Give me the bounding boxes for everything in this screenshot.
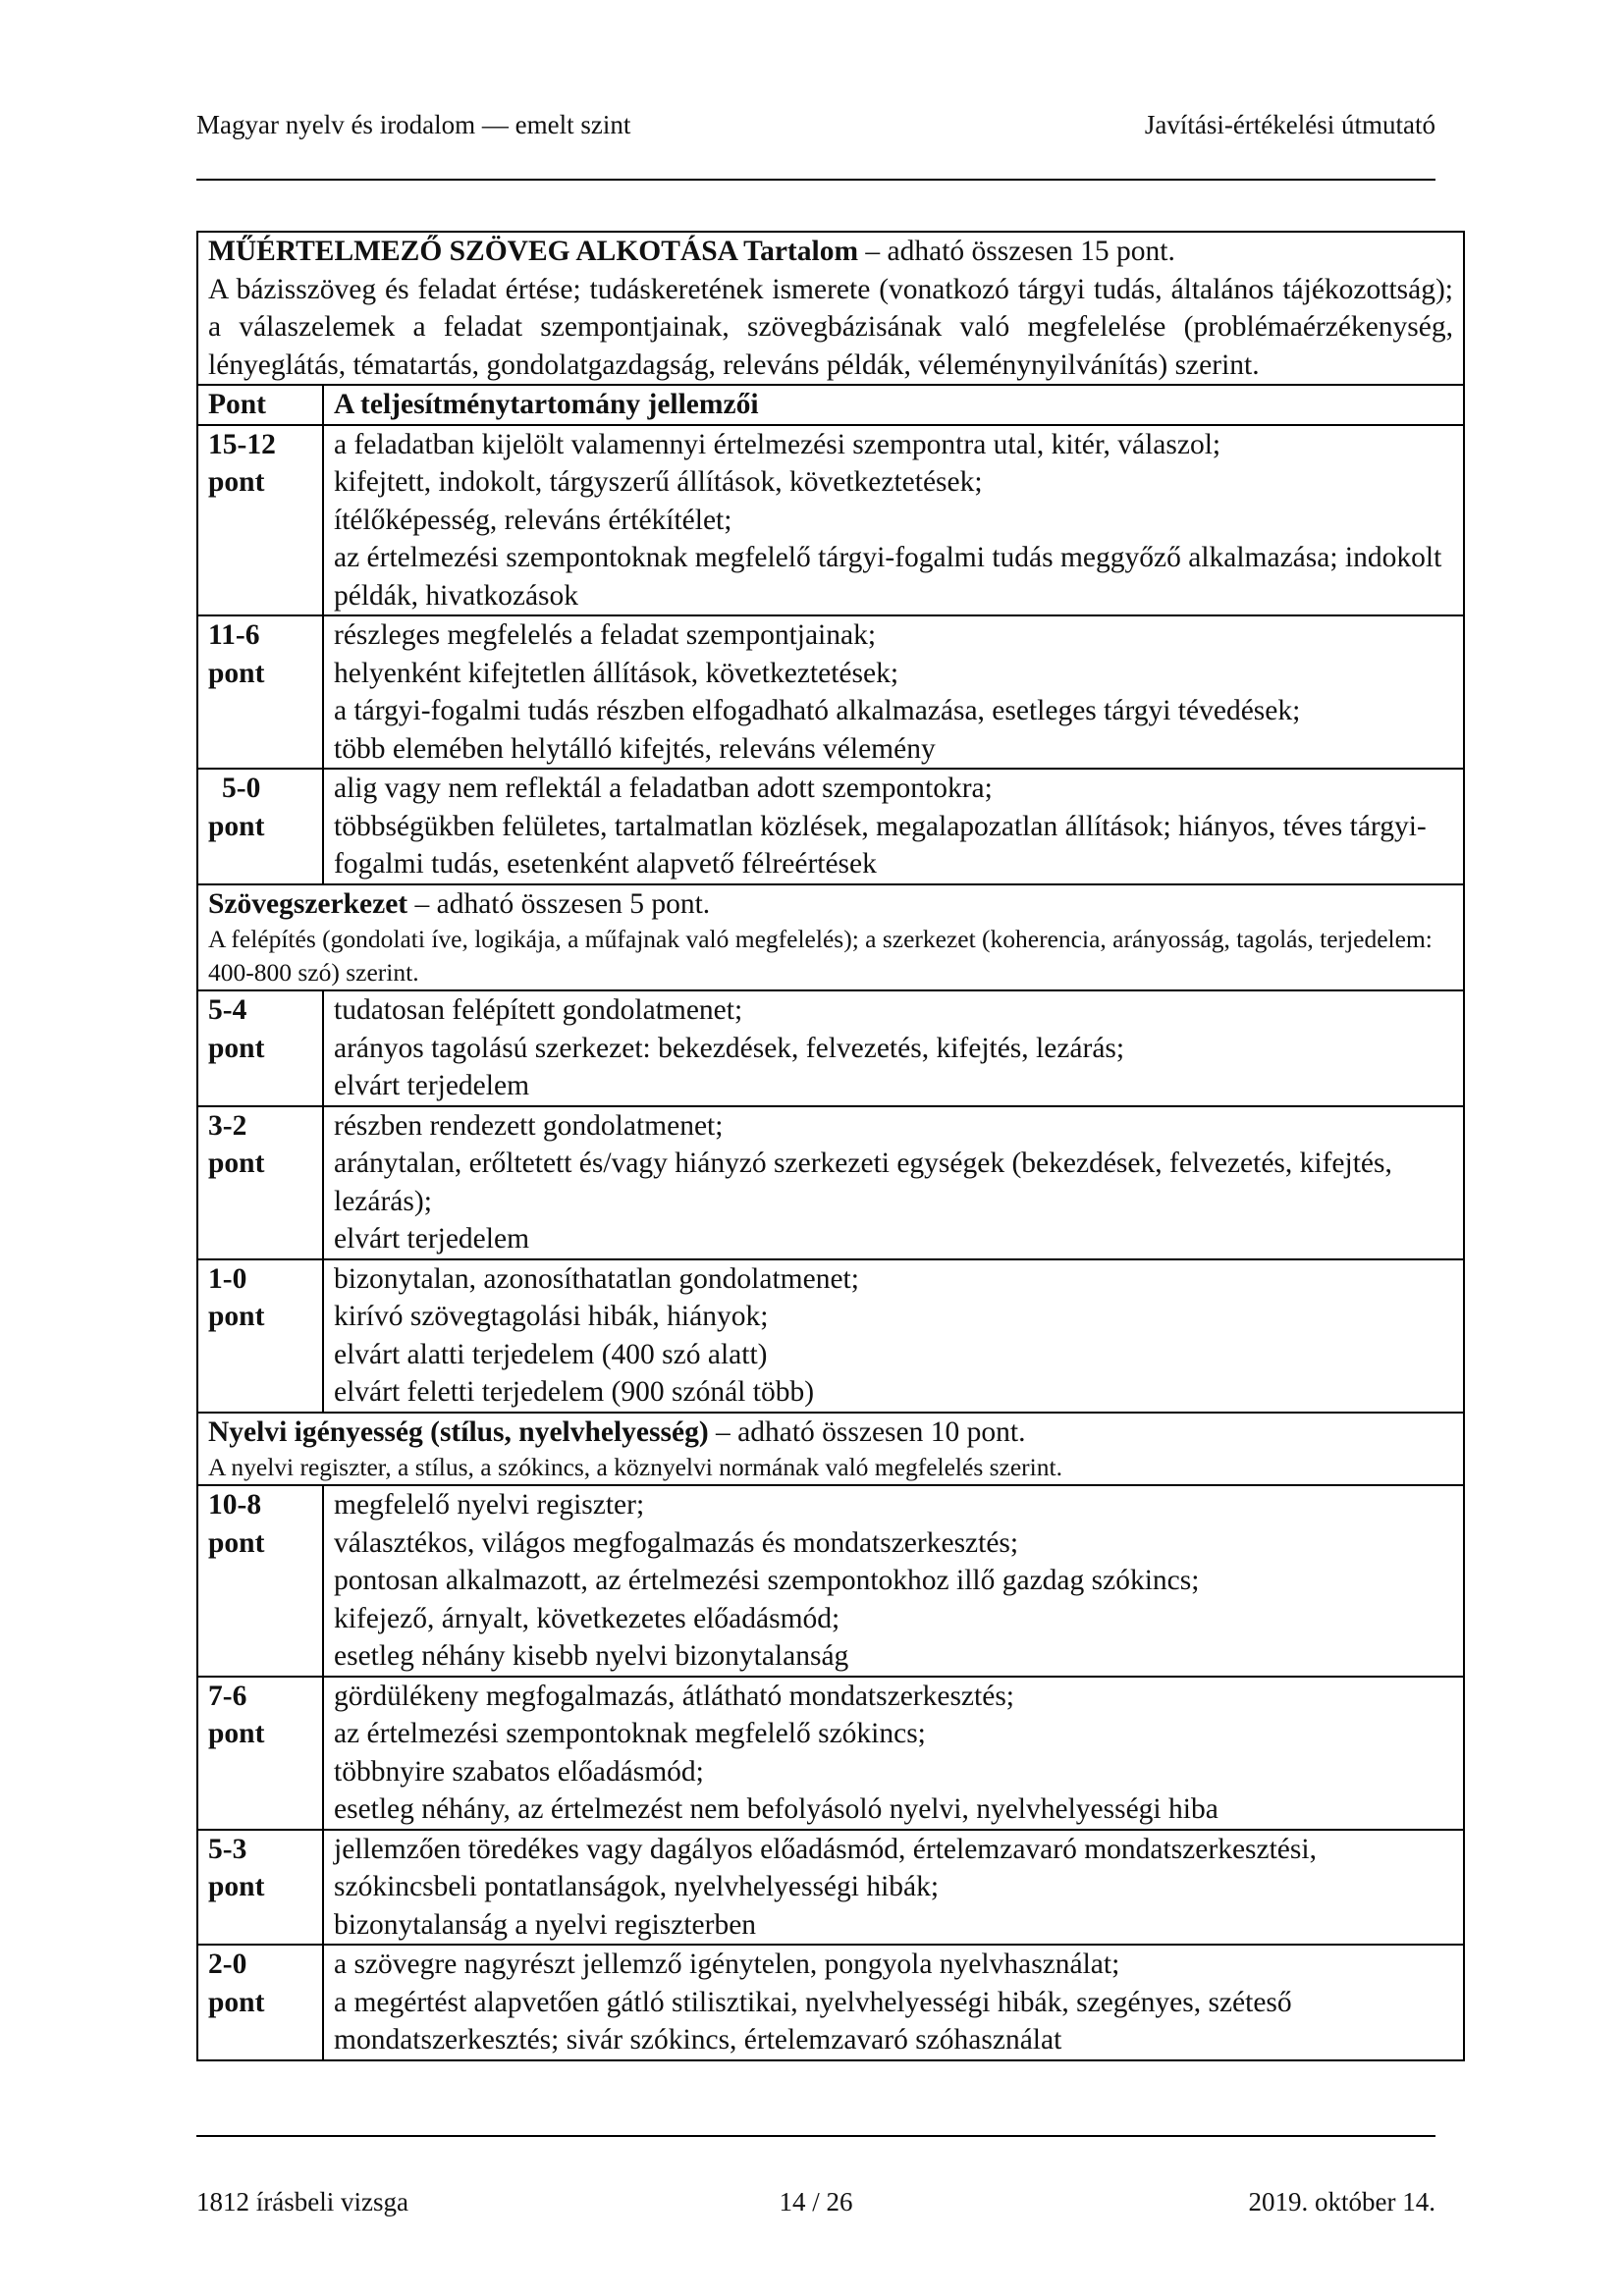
- criteria-line: elvárt alatti terjedelem (400 szó alatt): [334, 1338, 768, 1370]
- criteria-line: kifejtett, indokolt, tárgyszerű állítások, következtetések;: [334, 466, 983, 498]
- section-structure-title: Szövegszerkezet: [208, 887, 408, 920]
- point-range: 5-0: [222, 773, 261, 804]
- section-language-description: A nyelvi regiszter, a stílus, a szókincs, a köznyelvi normának való megfelelés szerint.: [208, 1453, 1062, 1481]
- point-unit: pont: [208, 1301, 265, 1332]
- point-unit: pont: [208, 1986, 265, 2018]
- criteria-cell: [323, 1485, 1464, 1677]
- header-rule: [196, 179, 1435, 181]
- point-range: 10-8: [208, 1489, 262, 1521]
- rubric-row: [197, 425, 1464, 616]
- rubric-row: [197, 769, 1464, 884]
- point-unit: pont: [208, 1032, 265, 1064]
- section-language-title: Nyelvi igényesség (stílus, nyelvhelyesség): [208, 1415, 709, 1448]
- criteria-cell: [323, 615, 1464, 769]
- rubric-row: [197, 1945, 1464, 2060]
- point-range-cell: [197, 1485, 323, 1677]
- footer-exam-code: 1812 írásbeli vizsga: [196, 2187, 408, 2216]
- criteria-cell: [323, 769, 1464, 884]
- rubric-row: [197, 1259, 1464, 1413]
- column-header-pont: Pont: [197, 385, 323, 425]
- criteria-line: esetleg néhány kisebb nyelvi bizonytalanság: [334, 1640, 849, 1672]
- criteria-cell: [323, 425, 1464, 616]
- point-range-cell: [197, 1677, 323, 1830]
- criteria-line: jellemzően töredékes vagy dagályos előadásmód, értelemzavaró mondatszerkesztési, szókincsbeli pontatlanságok, nyelvhelyességi hibák;: [334, 1833, 1317, 1902]
- criteria-cell: [323, 1259, 1464, 1413]
- criteria-cell: [323, 1106, 1464, 1259]
- criteria-line: többnyire szabatos előadásmód;: [334, 1755, 704, 1788]
- header-subject: Magyar nyelv és irodalom — emelt szint: [196, 110, 631, 139]
- point-range-cell: [197, 1106, 323, 1259]
- criteria-line: az értelmezési szempontoknak megfelelő szókincs;: [334, 1718, 926, 1749]
- point-range: 3-2: [208, 1109, 247, 1142]
- page-footer: [196, 2187, 1435, 2220]
- criteria-line: a tárgyi-fogalmi tudás részben elfogadható alkalmazása, esetleges tárgyi tévedések;: [334, 695, 1301, 726]
- criteria-line: elvárt feletti terjedelem (900 szónál több): [334, 1376, 815, 1408]
- criteria-line: alig vagy nem reflektál a feladatban adott szempontokra;: [334, 773, 993, 804]
- criteria-line: esetleg néhány, az értelmezést nem befolyásoló nyelvi, nyelvhelyességi hiba: [334, 1793, 1218, 1825]
- point-range: 2-0: [208, 1949, 247, 1980]
- point-unit: pont: [208, 1718, 265, 1749]
- criteria-line: választékos, világos megfogalmazás és mondatszerkesztés;: [334, 1526, 1019, 1559]
- rubric-row: [197, 1485, 1464, 1677]
- section-language-header: [197, 1413, 1464, 1486]
- point-unit: pont: [208, 810, 265, 842]
- section-structure-header: [197, 884, 1464, 991]
- rubric-row: [197, 1830, 1464, 1946]
- point-range-cell: [197, 1259, 323, 1413]
- point-unit: pont: [208, 1148, 265, 1179]
- criteria-line: a szövegre nagyrészt jellemző igénytelen, pongyola nyelvhasználat;: [334, 1949, 1120, 1980]
- rubric-row: [197, 615, 1464, 769]
- criteria-line: elvárt terjedelem: [334, 1070, 530, 1101]
- criteria-line: bizonytalan, azonosíthatatlan gondolatmenet;: [334, 1262, 859, 1295]
- section-language-cell: [197, 1413, 1464, 1486]
- criteria-line: a megértést alapvetően gátló stilisztikai, nyelvhelyességi hibák, szegényes, széteső mondatszerkesztés; sivár szókincs, értelemzavaró szóhasználat: [334, 1986, 1292, 2056]
- point-range-cell: [197, 769, 323, 884]
- section-structure-cell: [197, 884, 1464, 991]
- criteria-line: elvárt terjedelem: [334, 1223, 530, 1255]
- criteria-line: megfelelő nyelvi regiszter;: [334, 1489, 645, 1521]
- point-range: 1-0: [208, 1262, 247, 1295]
- criteria-line: ítélőképesség, releváns értékítélet;: [334, 504, 732, 536]
- criteria-line: gördülékeny megfogalmazás, átlátható mondatszerkesztés;: [334, 1680, 1014, 1712]
- point-unit: pont: [208, 657, 265, 689]
- section-structure-description: A felépítés (gondolati íve, logikája, a műfajnak való megfelelés); a szerkezet (koherencia, arányosság, tagolás, terjedelem: 400-800 szó) szerint.: [208, 925, 1433, 987]
- footer-rule: [196, 2135, 1435, 2137]
- column-header-jellemzok: A teljesítménytartomány jellemzői: [323, 385, 1464, 425]
- footer-date: 2019. október 14.: [1248, 2187, 1435, 2216]
- criteria-line: több elemében helytálló kifejtés, releváns vélemény: [334, 732, 936, 765]
- point-range-cell: [197, 990, 323, 1106]
- criteria-line: az értelmezési szempontoknak megfelelő tárgyi-fogalmi tudás meggyőző alkalmazása; indokolt példák, hivatkozások: [334, 542, 1442, 612]
- criteria-line: kifejező, árnyalt, következetes előadásmód;: [334, 1602, 840, 1634]
- point-unit: pont: [208, 1871, 265, 1902]
- point-range: 5-3: [208, 1833, 247, 1865]
- section-content-points: – adható összesen 15 pont.: [858, 236, 1175, 267]
- criteria-line: aránytalan, erőltetett és/vagy hiányzó szerkezeti egységek (bekezdések, felvezetés, kifejtés, lezárás);: [334, 1148, 1392, 1217]
- point-range: 15-12: [208, 428, 276, 460]
- section-structure-points: – adható összesen 5 pont.: [407, 887, 711, 920]
- section-content-cell: [197, 232, 1464, 385]
- criteria-line: bizonytalanság a nyelvi regiszterben: [334, 1908, 757, 1941]
- criteria-line: többségükben felületes, tartalmatlan közlések, megalapozatlan állítások; hiányos, téves tárgyi-fogalmi tudás, esetenként alapvető félreértések: [334, 810, 1427, 880]
- point-range-cell: [197, 615, 323, 769]
- section-content-header: [197, 232, 1464, 385]
- criteria-line: a feladatban kijelölt valamennyi értelmezési szempontra utal, kitér, válaszol;: [334, 428, 1221, 460]
- section-content-title: MŰÉRTELMEZŐ SZÖVEG ALKOTÁSA Tartalom: [208, 236, 859, 267]
- criteria-cell: [323, 1830, 1464, 1946]
- point-range-cell: [197, 1945, 323, 2060]
- point-unit: pont: [208, 1526, 265, 1559]
- scoring-rubric-table: [196, 231, 1465, 2061]
- criteria-cell: [323, 990, 1464, 1106]
- criteria-line: részben rendezett gondolatmenet;: [334, 1109, 724, 1142]
- rubric-row: [197, 990, 1464, 1106]
- point-range: 7-6: [208, 1680, 247, 1712]
- point-range: 5-4: [208, 994, 247, 1026]
- point-range-cell: [197, 425, 323, 616]
- page-number: 14 / 26: [779, 2187, 853, 2216]
- criteria-line: részleges megfelelés a feladat szempontjainak;: [334, 619, 877, 651]
- criteria-cell: [323, 1945, 1464, 2060]
- criteria-cell: [323, 1677, 1464, 1830]
- criteria-line: pontosan alkalmazott, az értelmezési szempontokhoz illő gazdag szókincs;: [334, 1565, 1200, 1596]
- section-language-points: – adható összesen 10 pont.: [708, 1415, 1026, 1448]
- point-unit: pont: [208, 466, 265, 498]
- header-doc-type: Javítási-értékelési útmutató: [1144, 110, 1435, 139]
- criteria-line: arányos tagolású szerkezet: bekezdések, felvezetés, kifejtés, lezárás;: [334, 1032, 1125, 1064]
- criteria-line: tudatosan felépített gondolatmenet;: [334, 994, 743, 1026]
- criteria-line: kirívó szövegtagolási hibák, hiányok;: [334, 1301, 769, 1332]
- point-range-cell: [197, 1830, 323, 1946]
- point-range: 11-6: [208, 619, 260, 651]
- rubric-row: [197, 1677, 1464, 1830]
- column-header-row: [197, 385, 1464, 425]
- page-header: [196, 110, 1435, 141]
- rubric-row: [197, 1106, 1464, 1259]
- section-content-description: A bázisszöveg és feladat értése; tudáskeretének ismerete (vonatkozó tárgyi tudás, általános tájékozottság); a válaszelemek a feladat szempontjainak, szövegbázisának való megfelelése (problémaérzékenység, lényeglátás, tématartás, gondolatgazdagság, releváns példák, véleménynyilvánítás) szerint.: [208, 273, 1453, 381]
- criteria-line: helyenként kifejtetlen állítások, következtetések;: [334, 657, 899, 689]
